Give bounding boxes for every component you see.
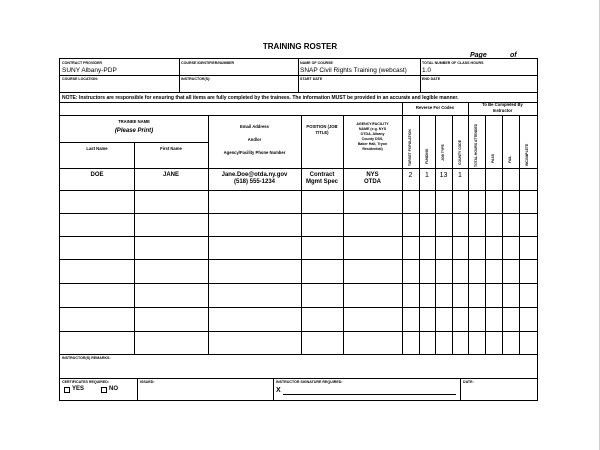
agency-header-line5: Baker Hall, Tryon	[357, 142, 388, 146]
signature-line[interactable]	[283, 394, 456, 395]
row1-funding[interactable]: 1	[425, 172, 429, 179]
date-label: DATE:	[463, 380, 474, 384]
class-hours-label: TOTAL NUMBER OF CLASS HOURS	[422, 61, 484, 65]
roster-form	[59, 58, 538, 401]
remarks-label: INSTRUCTOR(S) REMARKS:	[62, 356, 111, 360]
end-date-label: END DATE	[422, 77, 441, 81]
no-checkbox[interactable]	[101, 387, 107, 393]
first-name-header: First Name	[160, 146, 182, 151]
start-date-label: START DATE	[300, 77, 323, 81]
email-header-line1: Email Address	[240, 124, 269, 129]
row1-agency-line1[interactable]: NYS	[366, 172, 379, 178]
yes-checkbox[interactable]	[64, 387, 70, 393]
row1-job-type[interactable]: 13	[439, 172, 448, 179]
instructor-note: NOTE: Instructors are responsible for ensuring that all items are fully completed by the trainees. The information MUST be provided in an accurate and legible manner.	[62, 94, 459, 101]
incomplete-header: INCOMPLETE	[525, 143, 529, 166]
tbc-header-line1: To Be Completed By	[482, 102, 523, 107]
row1-position-line1[interactable]: Contract	[309, 172, 335, 178]
funding-header: FUNDING	[425, 148, 429, 164]
agency-header-line3: OTDA, Albany	[360, 132, 385, 136]
instructors-label: INSTRUCTOR(S):	[181, 77, 211, 81]
county-code-header: COUNTY CODE	[458, 140, 462, 165]
target-population-header: TARGET POPULATION	[408, 129, 412, 166]
row1-email[interactable]: Jane.Doe@otda.ny.gov	[221, 172, 288, 178]
job-type-header: JOB TYPE	[441, 144, 445, 161]
row1-first-name[interactable]: JANE	[162, 172, 179, 178]
no-label: NO	[109, 386, 118, 392]
reverse-codes-header: Reverse For Codes	[415, 105, 455, 110]
position-header-line1: POSITION (JOB	[306, 124, 338, 129]
row1-position-line2[interactable]: Mgmt Spec	[305, 179, 338, 185]
course-id-label: COURSE IDENTIFIER/NUMBER	[181, 61, 235, 65]
agency-header-line4: County DSS,	[361, 137, 384, 141]
total-hours-header: TOTAL HOURS ATTENDED	[474, 123, 478, 167]
position-header-line2: TITLE)	[315, 130, 329, 135]
row1-phone[interactable]: (518) 555-1234	[233, 179, 276, 185]
please-print-header: (Please Print)	[114, 128, 154, 134]
agency-header-line1: AGENCY/FACILITY	[356, 122, 389, 126]
class-hours-value[interactable]: 1.0	[422, 67, 432, 74]
page-title: TRAINING ROSTER	[262, 42, 338, 51]
signature-label: INSTRUCTOR SIGNATURE REQUIRED:	[276, 380, 343, 384]
row1-target-population[interactable]: 2	[408, 172, 413, 179]
pass-header: PASS	[491, 154, 495, 163]
email-header-line2: And/or	[247, 137, 262, 142]
contract-provider-label: CONTRACT PROVIDER	[62, 61, 102, 65]
issued-label: ISSUED:	[140, 380, 155, 384]
agency-header-line2: NAME (e.g. NYS	[358, 127, 387, 131]
fail-header: FAIL	[508, 155, 512, 163]
contract-provider-value[interactable]: SUNY Albany-PDP	[62, 67, 117, 74]
course-name-value[interactable]: SNAP Civil Rights Training (webcast)	[300, 67, 407, 74]
last-name-header: Last Name	[86, 146, 108, 151]
course-location-label: COURSE LOCATION:	[62, 77, 99, 81]
yes-label: YES	[72, 386, 85, 392]
certificates-label: CERTIFICATES REQUIRED:	[62, 380, 110, 384]
agency-header-line6: Residential)	[362, 147, 383, 151]
course-name-label: NAME OF COURSE	[300, 61, 333, 65]
row1-county-code[interactable]: 1	[458, 172, 462, 179]
email-header-line3: Agency/Facility Phone Number	[223, 150, 286, 155]
row1-agency-line2[interactable]: OTDA	[364, 179, 381, 185]
tbc-header-line2: Instructor	[492, 107, 513, 113]
page-label: Page	[470, 52, 487, 59]
signature-x-mark: X	[276, 387, 281, 394]
row1-last-name[interactable]: DOE	[90, 172, 104, 178]
of-label: of	[510, 52, 517, 59]
trainee-name-header: TRAINEE NAME	[118, 119, 150, 124]
